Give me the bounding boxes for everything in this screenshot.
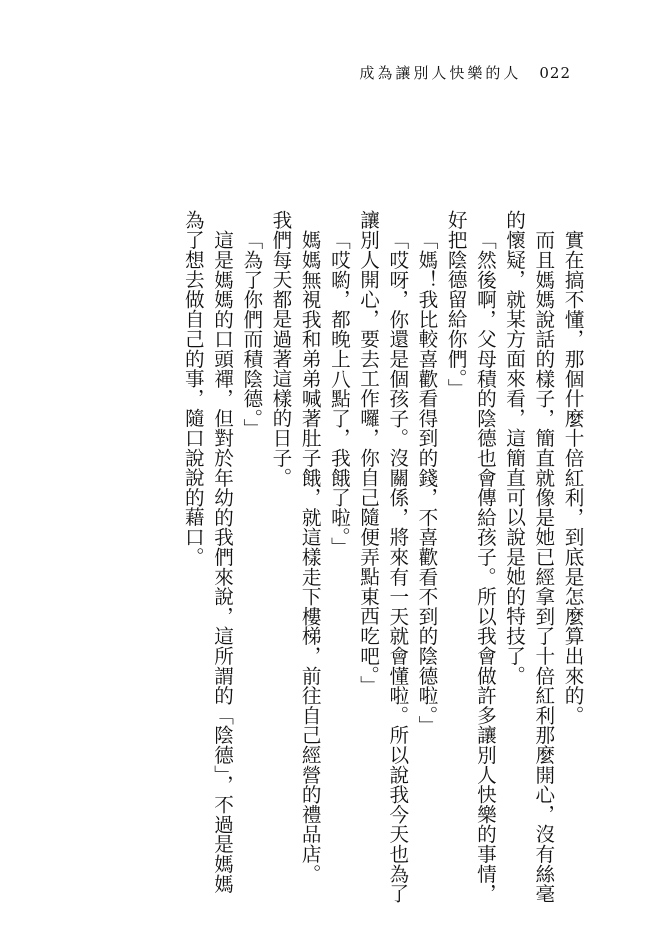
text-line-11: 我們每天都是過著這樣的日子。 [268, 210, 292, 488]
text-line-8: 讓別人開心，要去工作囉，你自己隨便弄點東西吃吧。」 [356, 210, 380, 696]
text-line-4: 「然後啊，父母積的陰德也會傳給孩子。所以我會做許多讓別人快樂的事情， [473, 229, 497, 903]
text-line-5: 好把陰德留給你們。」 [444, 210, 468, 399]
running-header [359, 62, 571, 83]
text-line-9: 「哎喲，都晚上八點了，我餓了啦。」 [327, 229, 351, 557]
text-line-12: 「為了你們而積陰德。」 [239, 229, 263, 438]
text-line-7: 「哎呀，你還是個孩子。沒關係，將來有一天就會懂啦。所以說我今天也為了 [385, 229, 409, 903]
text-line-10: 媽媽無視我和弟弟喊著肚子餓，就這樣走下樓梯，前往自己經營的禮品店。 [298, 229, 322, 883]
text-line-3: 的懷疑，就某方面來看，這簡直可以說是她的特技了。 [502, 210, 526, 686]
text-line-6: 「媽！我比較喜歡看得到的錢，不喜歡看不到的陰德啦。」 [414, 229, 438, 735]
text-line-13: 這是媽媽的口頭禪，但對於年幼的我們來說，這所謂的「陰德」，不過是媽媽 [210, 229, 234, 893]
chapter-title: 成為讓別人快樂的人 [359, 64, 522, 82]
vertical-text-body [67, 210, 587, 903]
text-line-2: 而且媽媽說話的樣子，簡直就像是她已經拿到了十倍紅利那麼開心，沒有絲毫 [531, 229, 555, 903]
text-line-1: 實在搞不懂，那個什麼十倍紅利，到底是怎麼算出來的。 [561, 229, 584, 725]
text-line-14: 為了想去做自己的事，隨口說說的藉口。 [181, 210, 205, 567]
page-number: 022 [539, 64, 571, 82]
